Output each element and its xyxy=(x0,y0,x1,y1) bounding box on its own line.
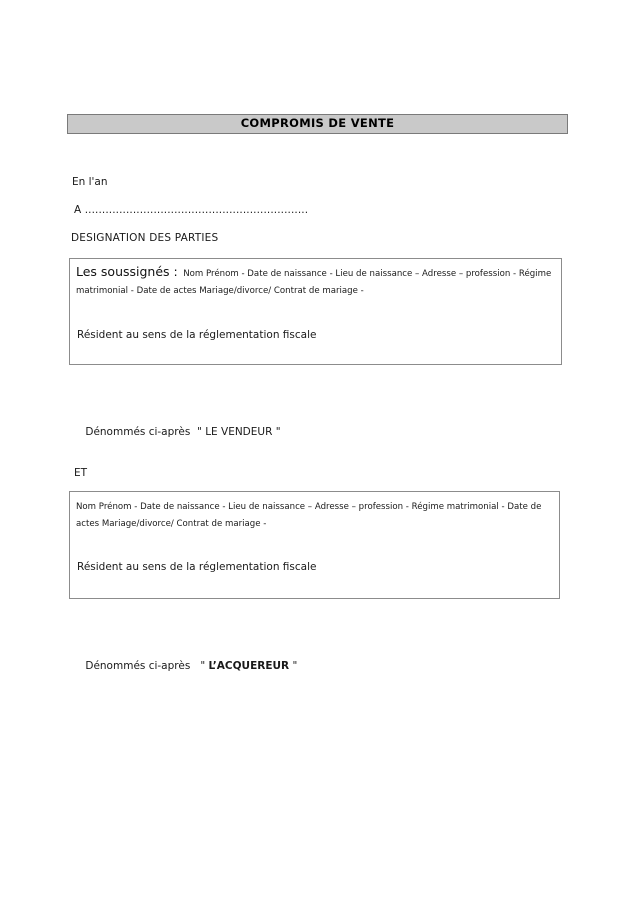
acquereur-field-list: Nom Prénom - Date de naissance - Lieu de naissance – Adresse – profession - Régime matrimonial - Date de actes Mariage/divorce/ Contrat de mariage - xyxy=(76,502,542,529)
year-label: En l'an xyxy=(72,176,108,188)
vendeur-denomination-line xyxy=(72,411,281,453)
acquereur-residence-statement: Résident au sens de la réglementation fiscale xyxy=(77,561,317,573)
conjunction-label: ET xyxy=(74,467,88,479)
acquereur-denomination-close-quote: " xyxy=(292,660,298,672)
acquereur-denomination-open-quote: " xyxy=(200,660,206,672)
vendeur-identity-fields xyxy=(76,264,554,298)
place-fill-in-line: A ................................................................. xyxy=(74,204,309,216)
vendeur-party-box xyxy=(69,258,562,365)
vendeur-field-list: Nom Prénom - Date de naissance - Lieu de naissance – Adresse – profession - Régime matrimonial - Date de actes Mariage/divorce/ Contrat de mariage - xyxy=(76,269,552,296)
vendeur-denomination-name: LE VENDEUR xyxy=(205,426,273,438)
acquereur-denomination-name: L’ACQUEREUR xyxy=(208,660,290,672)
section-heading-parties: DESIGNATION DES PARTIES xyxy=(71,232,219,244)
vendeur-denomination-open-quote: " xyxy=(197,426,202,438)
acquereur-denomination-prefix: Dénommés ci-après xyxy=(85,660,191,672)
vendeur-lead-label: Les soussignés : xyxy=(76,264,178,279)
acquereur-party-box xyxy=(69,491,560,599)
acquereur-identity-fields xyxy=(76,497,552,531)
acquereur-denomination-line xyxy=(72,645,297,687)
document-title-banner xyxy=(67,114,568,134)
page-title: COMPROMIS DE VENTE xyxy=(240,116,395,131)
vendeur-residence-statement: Résident au sens de la réglementation fiscale xyxy=(77,329,317,341)
vendeur-denomination-prefix: Dénommés ci-après xyxy=(85,426,191,438)
vendeur-denomination-close-quote: " xyxy=(275,426,281,438)
